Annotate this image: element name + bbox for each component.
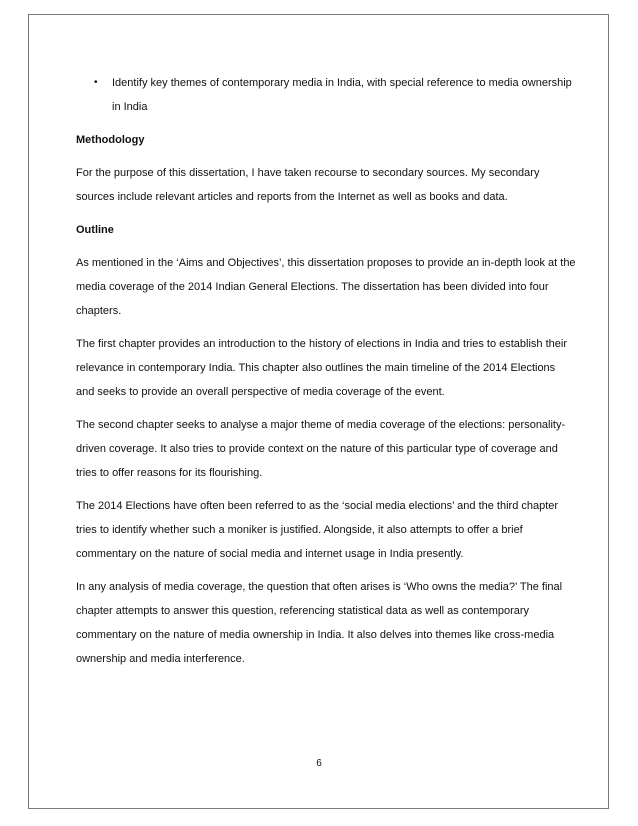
methodology-heading: Methodology — [76, 134, 145, 146]
outline-paragraph: As mentioned in the ‘Aims and Objectives’, this dissertation proposes to provide an in-depth look at the media coverage of the 2014 Indian General Elections. The dissertation has been divided into four chapters. — [76, 257, 576, 317]
page-number: 6 — [316, 758, 322, 769]
bullet-icon: • — [94, 77, 98, 88]
outline-paragraph: The first chapter provides an introduction to the history of elections in India and tries to establish their relevance in contemporary India. This chapter also outlines the main timeline of the 2014 Elections and seeks to provide an overall perspective of media coverage of the event. — [76, 338, 567, 398]
outline-paragraph: The 2014 Elections have often been referred to as the ‘social media elections’ and the third chapter tries to identify whether such a moniker is justified. Alongside, it also attempts to offer a brief commentary on the nature of social media and internet usage in India presently. — [76, 500, 559, 560]
outline-paragraph: The second chapter seeks to analyse a major theme of media coverage of the elections: personality-driven coverage. It also tries to provide context on the nature of this particular type of coverage and tries to offer reasons for its flourishing. — [76, 419, 566, 479]
outline-heading: Outline — [76, 224, 114, 236]
methodology-paragraph: For the purpose of this dissertation, I have taken recourse to secondary sources. My secondary sources include relevant articles and reports from the Internet as well as books and data. — [76, 167, 540, 203]
document-body — [76, 71, 576, 671]
bullet-text: Identify key themes of contemporary media in India, with special reference to media ownership in India — [112, 77, 572, 113]
bullet-list-item — [76, 71, 576, 119]
outline-paragraph: In any analysis of media coverage, the question that often arises is ‘Who owns the media?’ The final chapter attempts to answer this question, referencing statistical data as well as contemporary commentary on the nature of media ownership in India. It also delves into themes like cross-media ownership and media interference. — [76, 581, 563, 665]
